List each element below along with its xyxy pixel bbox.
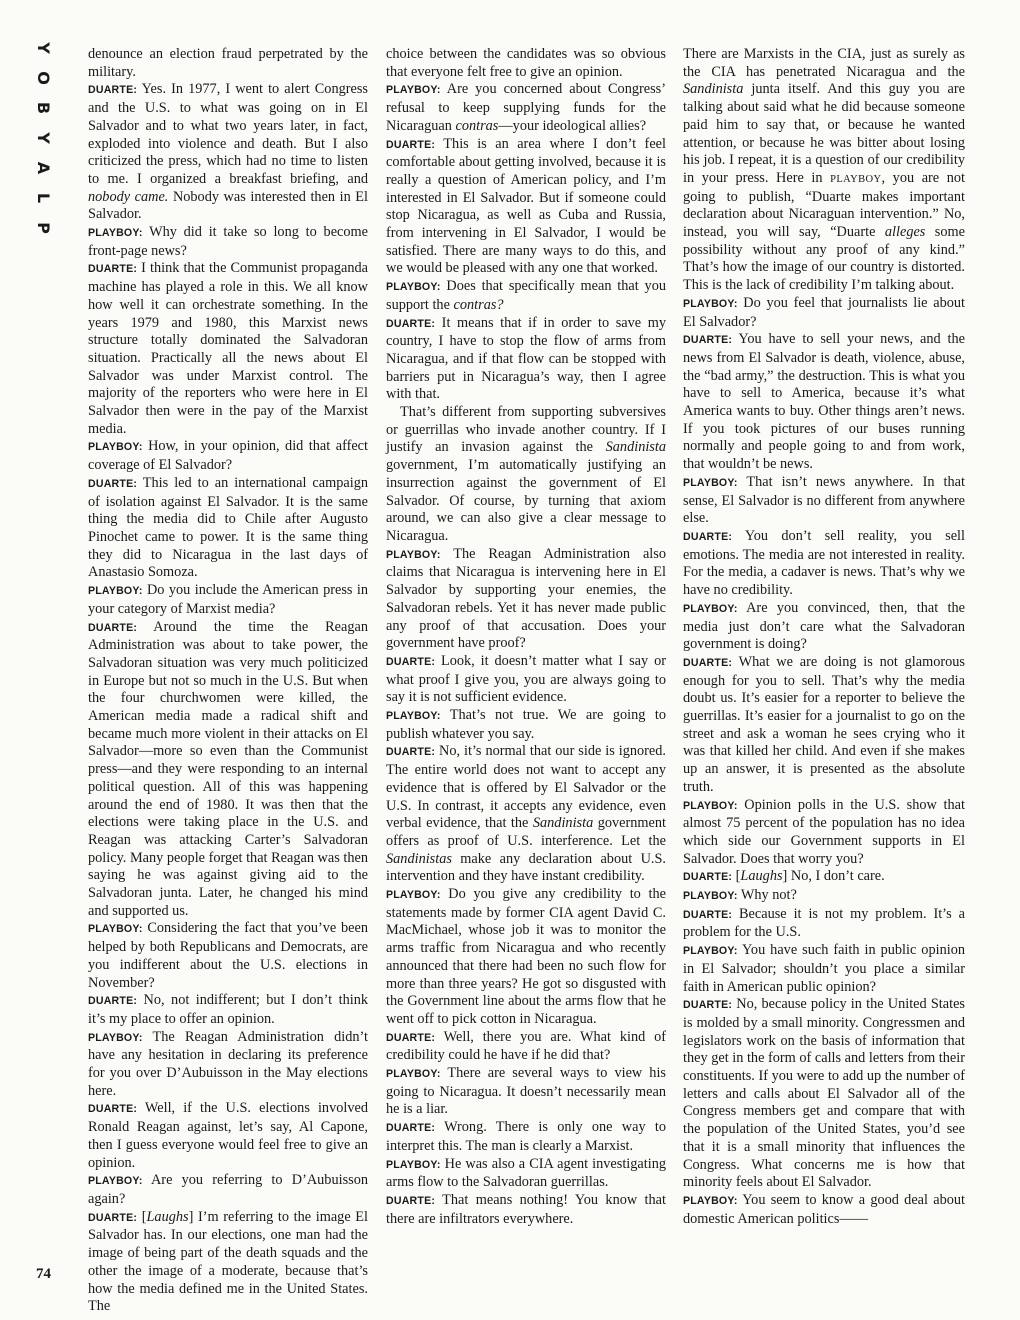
speaker-label: DUARTE: bbox=[386, 138, 436, 151]
text-run: government, I’m automatically justifying an insurrection against the government of El Salvador. Of course, by turning that axiom around, we can also give a clear message to Nicaragua. bbox=[386, 457, 666, 544]
text-run: Look, it doesn’t matter what I say or what proof I give you, you are always going to say it is not sufficient evidence. bbox=[386, 652, 666, 706]
interview-paragraph bbox=[386, 707, 666, 743]
continued-text bbox=[683, 46, 965, 295]
text-run: You don’t sell reality, you sell emotions. The media are not interested in reality. For the media, a cadaver is news. That’s why we have no credibility. bbox=[683, 527, 965, 599]
sidebar-letter: Y bbox=[34, 132, 53, 144]
interview-paragraph bbox=[386, 886, 666, 1029]
speaker-label: DUARTE: bbox=[386, 317, 436, 330]
sidebar-letter: B bbox=[33, 101, 53, 115]
speaker-label: DUARTE: bbox=[386, 746, 436, 759]
text-run: Does that specifically mean that you support the bbox=[386, 278, 666, 313]
text-run: Opinion polls in the U.S. show that almost 75 percent of the population has no idea which side our Government supports in El Salvador. Does that worry you? bbox=[683, 796, 965, 867]
text-run: [ bbox=[732, 868, 741, 885]
interview-paragraph bbox=[683, 331, 965, 474]
interview-paragraph bbox=[386, 278, 666, 314]
text-run: Are you concerned about Congress’ refusal to keep supplying funds for the Nicaraguan bbox=[386, 81, 666, 134]
sidebar-letter: Y bbox=[34, 42, 53, 54]
italic-text: Sandinista bbox=[532, 815, 594, 832]
interview-paragraph bbox=[683, 887, 965, 906]
speaker-label: PLAYBOY: bbox=[386, 1158, 441, 1171]
text-run: , you are not going to publish, “Duarte makes important declaration about Nicaraguan intervention.” No, instead, you will say, “Duarte bbox=[683, 169, 965, 241]
interview-paragraph bbox=[88, 619, 368, 921]
interview-paragraph bbox=[88, 260, 368, 438]
text-run: Do you give any credibility to the statements made by former CIA agent David C. MacMichael, whose job it was to monitor the arms traffic from Nicaragua and who recently announced that there had been no such flow for more than three years? He got so disgusted with the Government line about the arms flow that he went off to pick cotton in Nicaragua. bbox=[386, 886, 666, 1027]
text-run: some possibility without any proof of any kind.” That’s how the image of our country is distorted. This is the lack of credibility I’m talking about. bbox=[683, 224, 965, 294]
interview-paragraph bbox=[88, 81, 368, 224]
speaker-label: PLAYBOY: bbox=[88, 227, 143, 240]
text-run: make any declaration about U.S. intervention and they have instant credibility. bbox=[386, 850, 666, 885]
text-run: That isn’t news anywhere. In that sense, El Salvador is no different from anywhere else. bbox=[683, 473, 965, 527]
text-run: Do you include the American press in your category of Marxist media? bbox=[88, 582, 368, 617]
speaker-label: PLAYBOY: bbox=[88, 923, 143, 936]
speaker-label: PLAYBOY: bbox=[386, 548, 441, 561]
text-run: Are you referring to D’Aubuisson again? bbox=[88, 1172, 368, 1207]
sidebar-letter: L bbox=[33, 192, 53, 204]
article-column-2 bbox=[386, 46, 666, 1298]
text-run: There are several ways to view his going to Nicaragua. It doesn’t necessarily mean he is a liar. bbox=[386, 1065, 666, 1118]
interview-paragraph bbox=[386, 81, 666, 135]
interview-paragraph bbox=[88, 1209, 368, 1316]
text-run: This is an area where I don’t feel comfortable about getting involved, because it is really a question of American policy, and I’m interested in El Salvador. But if someone could stop Nicaragua, as well as Cuba and Russia, from intervening in El Salvador, I would be satisfied. There are many ways to do this, and we would be pleased with any one that worked. bbox=[386, 135, 666, 277]
speaker-label: DUARTE: bbox=[88, 263, 138, 276]
interview-paragraph bbox=[88, 1029, 368, 1101]
speaker-label: PLAYBOY: bbox=[88, 1175, 143, 1188]
text-run: You have to sell your news, and the news from El Salvador is death, violence, abuse, the “bad army,” the destruction. This is what you have to sell to America, because it’s what America wants to buy. Other things aren’t news. If you took pictures of our buses running normally and people going to and from work, that wouldn’t be news. bbox=[683, 331, 965, 473]
speaker-label: PLAYBOY: bbox=[683, 890, 738, 903]
text-run: That’s different from supporting subversives or guerrillas who invade another country. If I justify an invasion against the bbox=[386, 404, 666, 456]
speaker-label: PLAYBOY: bbox=[386, 1068, 441, 1081]
speaker-label: DUARTE: bbox=[683, 530, 733, 543]
text-run: ] I’m referring to the image El Salvador has. In our elections, one man had the image of being part of the death squads and the other the image of a moderate, because that’s how the media defined me in the United States. The bbox=[88, 1208, 369, 1315]
interview-paragraph bbox=[386, 743, 666, 886]
text-run: [ bbox=[137, 1208, 147, 1225]
text-run: —your ideological allies? bbox=[498, 117, 647, 134]
text-run: That means nothing! You know that there are infiltrators everywhere. bbox=[386, 1192, 666, 1227]
speaker-label: PLAYBOY: bbox=[88, 1031, 143, 1044]
italic-text: Sandinista bbox=[605, 439, 666, 456]
speaker-label: PLAYBOY: bbox=[88, 585, 143, 598]
speaker-label: PLAYBOY: bbox=[683, 476, 738, 489]
speaker-label: PLAYBOY: bbox=[683, 297, 738, 310]
text-run: The Reagan Administration also claims that Nicaragua is intervening here in El Salvador by supporting your enemies, the Salvadoran rebels. Yet it has never made public any proof of that accusation. Does your government have proof? bbox=[386, 545, 666, 652]
text-run: Nobody was interested then in El Salvador. bbox=[88, 188, 369, 223]
speaker-label: DUARTE: bbox=[88, 477, 138, 490]
text-run: What we are doing is not glamorous enough for you to sell. That’s why the media doubt us. It’s easier for a reporter to believe the guerrillas. It’s easier for a journalist to go on the street and ask a woman he sees crying who it was that killed her child. And even if she makes up an answer, it is presented as the absolute truth. bbox=[683, 653, 965, 795]
italic-text: nobody came. bbox=[88, 188, 169, 205]
speaker-label: DUARTE: bbox=[88, 995, 138, 1008]
italic-text: contras? bbox=[453, 296, 504, 313]
speaker-label: DUARTE: bbox=[88, 621, 138, 634]
text-run: Why not? bbox=[737, 887, 797, 904]
interview-paragraph bbox=[88, 992, 368, 1028]
speaker-label: DUARTE: bbox=[683, 908, 733, 921]
text-run: Because it is not my problem. It’s a problem for the U.S. bbox=[683, 905, 965, 941]
speaker-label: DUARTE: bbox=[683, 334, 733, 347]
interview-paragraph bbox=[88, 1172, 368, 1208]
interview-paragraph bbox=[88, 582, 368, 618]
text-run: The Reagan Administration didn’t have any hesitation in declaring its preference for you over D’Aubuisson in the May elections here. bbox=[88, 1028, 368, 1099]
text-run: No, not indifferent; but I don’t think it’s my place to offer an opinion. bbox=[88, 992, 368, 1027]
interview-paragraph bbox=[683, 654, 965, 797]
interview-paragraph bbox=[88, 224, 368, 260]
text-run: Wrong. There is only one way to interpret this. The man is clearly a Marxist. bbox=[386, 1119, 666, 1154]
text-run: Why did it take so long to become front-page news? bbox=[88, 224, 368, 259]
article-column-1 bbox=[88, 46, 369, 1315]
interview-paragraph bbox=[683, 797, 965, 869]
text-run: Considering the fact that you’ve been helped by both Republicans and Democrats, are you indifferent about the U.S. elections in November? bbox=[88, 920, 368, 991]
italic-text: Laughs bbox=[146, 1208, 189, 1225]
speaker-label: PLAYBOY: bbox=[386, 84, 441, 97]
speaker-label: PLAYBOY: bbox=[683, 602, 738, 615]
speaker-label: DUARTE: bbox=[88, 1211, 138, 1224]
page-number: 74 bbox=[36, 1266, 51, 1282]
text-run: You have such faith in public opinion in El Salvador; shouldn’t you place a similar faith in American public opinion? bbox=[683, 942, 965, 995]
speaker-label: DUARTE: bbox=[683, 999, 733, 1012]
text-run: Well, if the U.S. elections involved Ronald Reagan against, let’s say, Al Capone, then I guess everyone would feel free to give an opinion. bbox=[88, 1100, 368, 1171]
speaker-label: DUARTE: bbox=[386, 1122, 436, 1135]
text-run: Yes. In 1977, I went to alert Congress and the U.S. to what was going on in El Salvador and to what two years later, in fact, exploded into violence and death. But I also criticized the press, which had no time to listen to me. I organized a breakfast briefing, and bbox=[88, 81, 368, 187]
speaker-label: DUARTE: bbox=[386, 1195, 436, 1207]
text-run: government offers as proof of U.S. interference. Let the bbox=[386, 815, 666, 849]
interview-paragraph bbox=[386, 315, 666, 405]
text-run: ] No, I don’t care. bbox=[782, 868, 885, 885]
article-column-3 bbox=[683, 46, 965, 1298]
speaker-label: PLAYBOY: bbox=[88, 441, 143, 454]
text-run: Well, there you are. What kind of credibility could he have if he did that? bbox=[386, 1028, 666, 1064]
speaker-label: PLAYBOY: bbox=[386, 281, 441, 294]
continued-text: denounce an election fraud perpetrated by the military. bbox=[88, 46, 368, 80]
interview-paragraph bbox=[683, 906, 965, 942]
italic-text: contras bbox=[455, 117, 499, 134]
magazine-sidebar-logo bbox=[28, 40, 58, 236]
speaker-label: DUARTE: bbox=[88, 1103, 138, 1116]
text-run: junta itself. And this guy you are talking about said what he did because someone paid him to say that, or because he wanted attention, or because he was bitter about losing his job. I repeat, it is a question of our credibility in your press. Here in bbox=[683, 81, 965, 186]
speaker-label: DUARTE: bbox=[386, 1031, 436, 1044]
italic-text: alleges bbox=[884, 224, 926, 241]
speaker-label: PLAYBOY: bbox=[683, 799, 738, 812]
continued-text: choice between the candidates was so obvious that everyone felt free to give an opinion. bbox=[386, 46, 666, 80]
text-run: Do you feel that journalists lie about El Salvador? bbox=[683, 294, 965, 330]
text-run: No, because policy in the United States is molded by a small minority. Congressmen and legislators work on the basis of information that they get in the form of calls and letters from their constituents. If you were to add up the number of letters and calls about El Salvador all of the Congress members get and compare that with the population of the United States, you’d see that it is a small minority that influences the Congress. What concerns me is how that minority feels about El Salvador. bbox=[683, 996, 965, 1191]
text-run: That’s not true. We are going to publish whatever you say. bbox=[386, 707, 666, 742]
speaker-label: DUARTE: bbox=[386, 655, 436, 668]
interview-paragraph bbox=[683, 868, 965, 887]
speaker-label: DUARTE: bbox=[88, 84, 138, 97]
text-run: He was also a CIA agent investigating arms flow to the Salvadoran guerrillas. bbox=[386, 1155, 666, 1191]
sidebar-letter: A bbox=[33, 161, 53, 175]
speaker-label: DUARTE: bbox=[683, 871, 733, 884]
interview-paragraph bbox=[386, 136, 666, 279]
interview-paragraph bbox=[683, 600, 965, 654]
small-caps-text: PLAYBOY bbox=[830, 173, 882, 185]
interview-paragraph bbox=[88, 920, 368, 992]
interview-paragraph bbox=[386, 1029, 666, 1065]
sidebar-letter: P bbox=[33, 222, 53, 234]
italic-text: Laughs bbox=[740, 868, 783, 885]
continuation-paragraph bbox=[386, 404, 666, 546]
text-run: Around the time the Reagan Administration was about to take power, the Salvadoran situation was very much politicized in Europe but not so much in the U.S. But when the four churchwomen were killed, the American media made a radical shift and became much more violent in their attacks on El Salvador—more so even than the Communist press—and they were responding to an internal political question. All of this was happening around the end of 1980. It was then that the elections were taking place in the U.S. and Reagan was attacking Carter’s Salvadoran policy. Many people forget that Reagan was then saying he was against giving aid to the Salvadoran junta. Later, he changed his mind and supported us. bbox=[88, 618, 368, 919]
interview-paragraph bbox=[683, 996, 965, 1192]
speaker-label: PLAYBOY: bbox=[386, 889, 441, 902]
interview-paragraph bbox=[683, 474, 965, 528]
interview-paragraph bbox=[88, 1100, 368, 1172]
text-run: I think that the Communist propaganda machine has played a role in this. We all know how well it can orchestrate something. In the years 1979 and 1980, this Marxist news structure totally dominated the Salvadoran situation. Practically all the news about El Salvador was under Marxist control. The majority of the reporters who were here in El Salvador then were in the pay of the Marxist media. bbox=[88, 260, 368, 437]
italic-text: Sandinistas bbox=[386, 850, 452, 867]
interview-paragraph bbox=[386, 1192, 666, 1228]
sidebar-letter: O bbox=[33, 71, 53, 85]
text-run: You seem to know a good deal about domestic American politics—— bbox=[683, 1192, 965, 1227]
speaker-label: DUARTE: bbox=[683, 656, 733, 669]
interview-paragraph bbox=[683, 295, 965, 331]
interview-paragraph bbox=[683, 1192, 965, 1228]
interview-paragraph bbox=[386, 1065, 666, 1119]
text-run: This led to an international campaign of isolation against El Salvador. It is the same thing the media did to Chile after Augusto Pinochet came to power. It is the same thing they did to Nicaragua in the last days of Anastasio Somoza. bbox=[88, 474, 368, 581]
interview-paragraph bbox=[683, 528, 965, 600]
text-run: How, in your opinion, did that affect coverage of El Salvador? bbox=[88, 438, 368, 474]
interview-paragraph bbox=[386, 1156, 666, 1192]
speaker-label: PLAYBOY: bbox=[683, 945, 738, 958]
interview-paragraph bbox=[683, 942, 965, 996]
interview-paragraph bbox=[386, 546, 666, 653]
text-run: Are you convinced, then, that the media just don’t care what the Salvadoran government is doing? bbox=[683, 599, 965, 653]
text-run: It means that if in order to save my country, I have to stop the flow of arms from Nicaragua, and if that flow can be stopped with barriers put in Nicaragua’s way, then I agree with that. bbox=[386, 314, 666, 403]
interview-paragraph bbox=[88, 438, 368, 474]
speaker-label: PLAYBOY: bbox=[386, 710, 441, 723]
interview-paragraph bbox=[386, 653, 666, 707]
text-run: There are Marxists in the CIA, just as surely as the CIA has penetrated Nicaragua and the bbox=[683, 46, 965, 80]
text-run: No, it’s normal that our side is ignored. The entire world does not want to accept any evidence that is offered by El Salvador or the U.S. In contrast, it accepts any evidence, even verbal evidence, that the bbox=[386, 743, 666, 832]
interview-paragraph bbox=[88, 475, 368, 582]
interview-paragraph bbox=[386, 1119, 666, 1155]
italic-text: Sandinista bbox=[683, 81, 744, 98]
speaker-label: PLAYBOY: bbox=[683, 1195, 738, 1207]
